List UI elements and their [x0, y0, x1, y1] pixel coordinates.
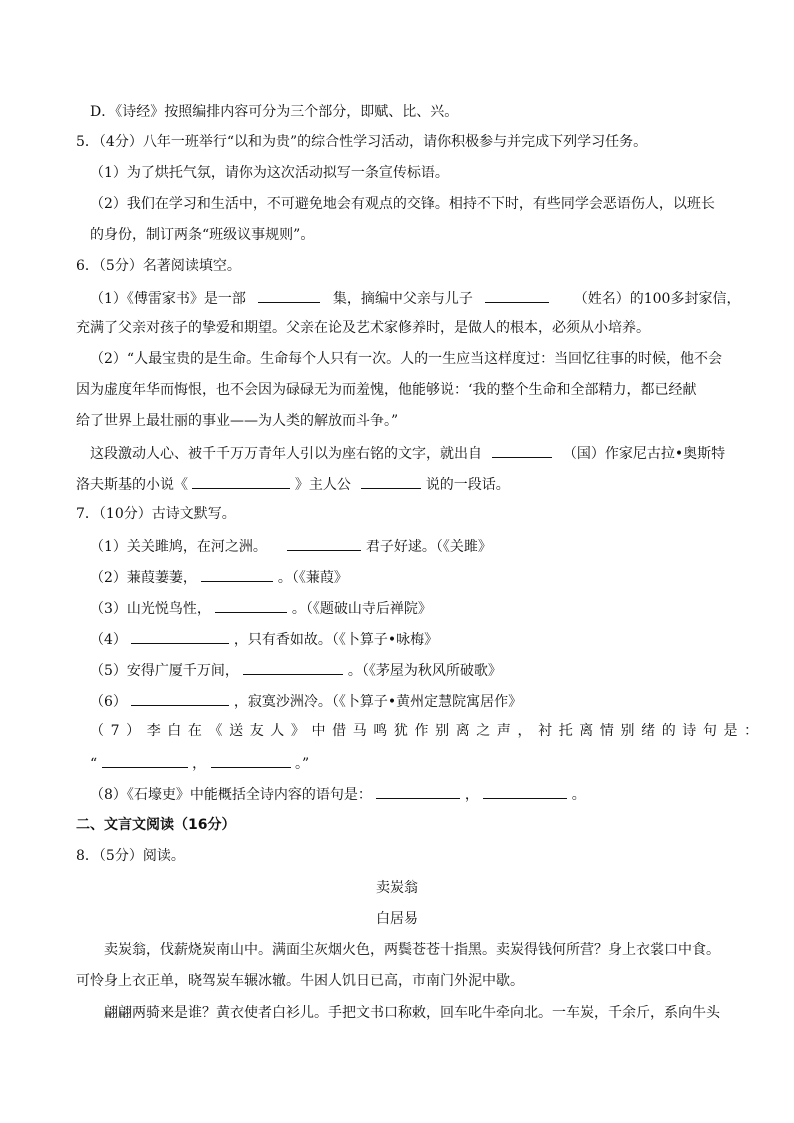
poem-para1-line2: 可怜身上衣正单，晓驾炭车辗冰辙。牛困人饥日已高，市南门外泥中歇。 — [76, 973, 524, 989]
answer-blank[interactable] — [102, 752, 188, 768]
q7-i7-comma: ， — [192, 756, 207, 772]
q6-s1-text-a: （1）《傅雷家书》是一部 — [90, 291, 246, 307]
q7-i5-text-b: 。（《茅屋为秋风所破歌》 — [347, 663, 502, 679]
q7-item3 — [90, 597, 432, 619]
poem-title: 卖炭翁 — [376, 880, 418, 896]
q7-i4-text-a: （4） — [90, 632, 127, 648]
q6-title: 6．（5分）名著阅读填空。 — [76, 258, 241, 274]
q5-title: 5．（4分）八年一班举行“以和为贵”的综合性学习活动，请你积极参与并完成下列学习任务。 — [76, 134, 648, 150]
answer-blank[interactable] — [258, 287, 320, 303]
q7-i7-open-quote: “ — [90, 756, 98, 772]
q7-i1-text-b: 君子好逑。（《关雎》 — [365, 539, 492, 555]
q7-item6 — [90, 690, 522, 712]
q7-item5 — [90, 659, 502, 681]
answer-blank[interactable] — [192, 473, 290, 489]
answer-blank[interactable] — [483, 783, 567, 799]
q7-i3-text-b: 。（《题破山寺后禅院》 — [291, 601, 432, 617]
q7-item8 — [90, 783, 586, 805]
q5-sub2-line2: 的身份，制订两条“班级议事规则”。 — [90, 227, 315, 243]
q6-s2-line3: 给了世界上最壮丽的事业——为人类的解放而斗争。” — [76, 413, 399, 429]
q6-s2-text-e: 说的一段话。 — [425, 477, 510, 493]
q8-title: 8．（5分）阅读。 — [76, 848, 185, 864]
poem-author: 白居易 — [376, 911, 418, 927]
q6-s2-line1: （2）“人最宝贵的是生命。生命每个人只有一次。人的一生应当这样度过：当回忆往事的时候，他不会 — [90, 351, 723, 367]
poem-para2-line1: 翩翩两骑来是谁？黄衣使者白衫儿。手把文书口称敕，回车叱牛牵向北。一车炭，千余斤，系向牛头 — [104, 1005, 720, 1021]
q6-s2-text-a: 这段激动人心、被千千万万青年人引以为座右铭的文字，就出自 — [90, 446, 482, 462]
answer-blank[interactable] — [361, 473, 421, 489]
answer-blank[interactable] — [492, 442, 552, 458]
q6-s1-line1 — [90, 287, 740, 309]
q7-i8-text-a: （8）《石壕吏》中能概括全诗内容的语句是： — [90, 787, 372, 803]
q7-item7-line2 — [90, 752, 309, 774]
answer-blank[interactable] — [211, 752, 291, 768]
answer-blank[interactable] — [287, 535, 361, 551]
q7-i6-text-a: （6） — [90, 694, 127, 710]
q5-sub2-line1: （2）我们在学习和生活中，不可避免地会有观点的交锋。相持不下时，有些同学会恶语伤人，以班长 — [90, 196, 715, 212]
answer-blank[interactable] — [201, 566, 273, 582]
q7-i2-text-b: 。（《蒹葭》 — [277, 570, 348, 586]
q4-option-d: D．《诗经》按照编排内容可分为三个部分，即赋、比、兴。 — [90, 104, 459, 120]
q6-s2-text-b: （国）作家尼古拉•奥斯特 — [562, 446, 726, 462]
q7-i5-text-a: （5）安得广厦千万间， — [90, 663, 239, 679]
answer-blank[interactable] — [485, 287, 549, 303]
q7-item4 — [90, 628, 438, 650]
q5-sub1: （1）为了烘托气氛，请你为这次活动拟写一条宣传标语。 — [90, 165, 449, 181]
poem-para1-line1: 卖炭翁，伐薪烧炭南山中。满面尘灰烟火色，两鬓苍苍十指黑。卖炭得钱何所营？身上衣裳口中食。 — [104, 942, 720, 958]
q7-item1 — [90, 535, 492, 557]
q7-i8-comma: ， — [464, 787, 479, 803]
answer-blank[interactable] — [243, 659, 343, 675]
q6-s2-text-c: 洛夫斯基的小说《 — [76, 477, 188, 493]
section-heading: 二、文言文阅读（16分） — [76, 817, 236, 833]
q6-s1-text-c: （姓名）的100多封家信， — [573, 291, 741, 307]
q7-i7-close-quote: 。” — [294, 756, 310, 772]
q7-i6-text-b: ，寂寞沙洲冷。（《卜算子•黄州定慧院寓居作》 — [233, 694, 523, 710]
q7-i1-text-a: （1）关关雎鸠，在河之洲。 — [90, 539, 267, 555]
q7-i4-text-b: ，只有香如故。（《卜算子•咏梅》 — [233, 632, 439, 648]
q6-s2-line5 — [76, 473, 510, 495]
q7-title: 7．（10分）古诗文默写。 — [76, 506, 236, 522]
q7-i2-text-a: （2）蒹葭萋萋， — [90, 570, 197, 586]
answer-blank[interactable] — [131, 628, 229, 644]
q7-item7-line1: （7）李白在《送友人》中借马鸣犹作别离之声，衬托离情别绪的诗句是： — [90, 723, 765, 739]
q6-s2-line2: 因为虚度年华而悔恨，也不会因为碌碌无为而羞愧，他能够说：‘我的整个生命和全部精力，都已经献 — [76, 382, 697, 398]
q6-s2-line4 — [90, 442, 725, 464]
q6-s1-text-b: 集，摘编中父亲与儿子 — [332, 291, 473, 307]
answer-blank[interactable] — [376, 783, 460, 799]
q7-i3-text-a: （3）山光悦鸟性， — [90, 601, 211, 617]
q6-s2-text-d: 》主人公 — [294, 477, 351, 493]
q7-item2 — [90, 566, 348, 588]
answer-blank[interactable] — [131, 690, 229, 706]
answer-blank[interactable] — [215, 597, 287, 613]
q7-i8-end: 。 — [571, 787, 586, 803]
q6-s1-line2: 充满了父亲对孩子的挚爱和期望。父亲在论及艺术家修养时，是做人的根本，必须从小培养。 — [76, 320, 650, 336]
